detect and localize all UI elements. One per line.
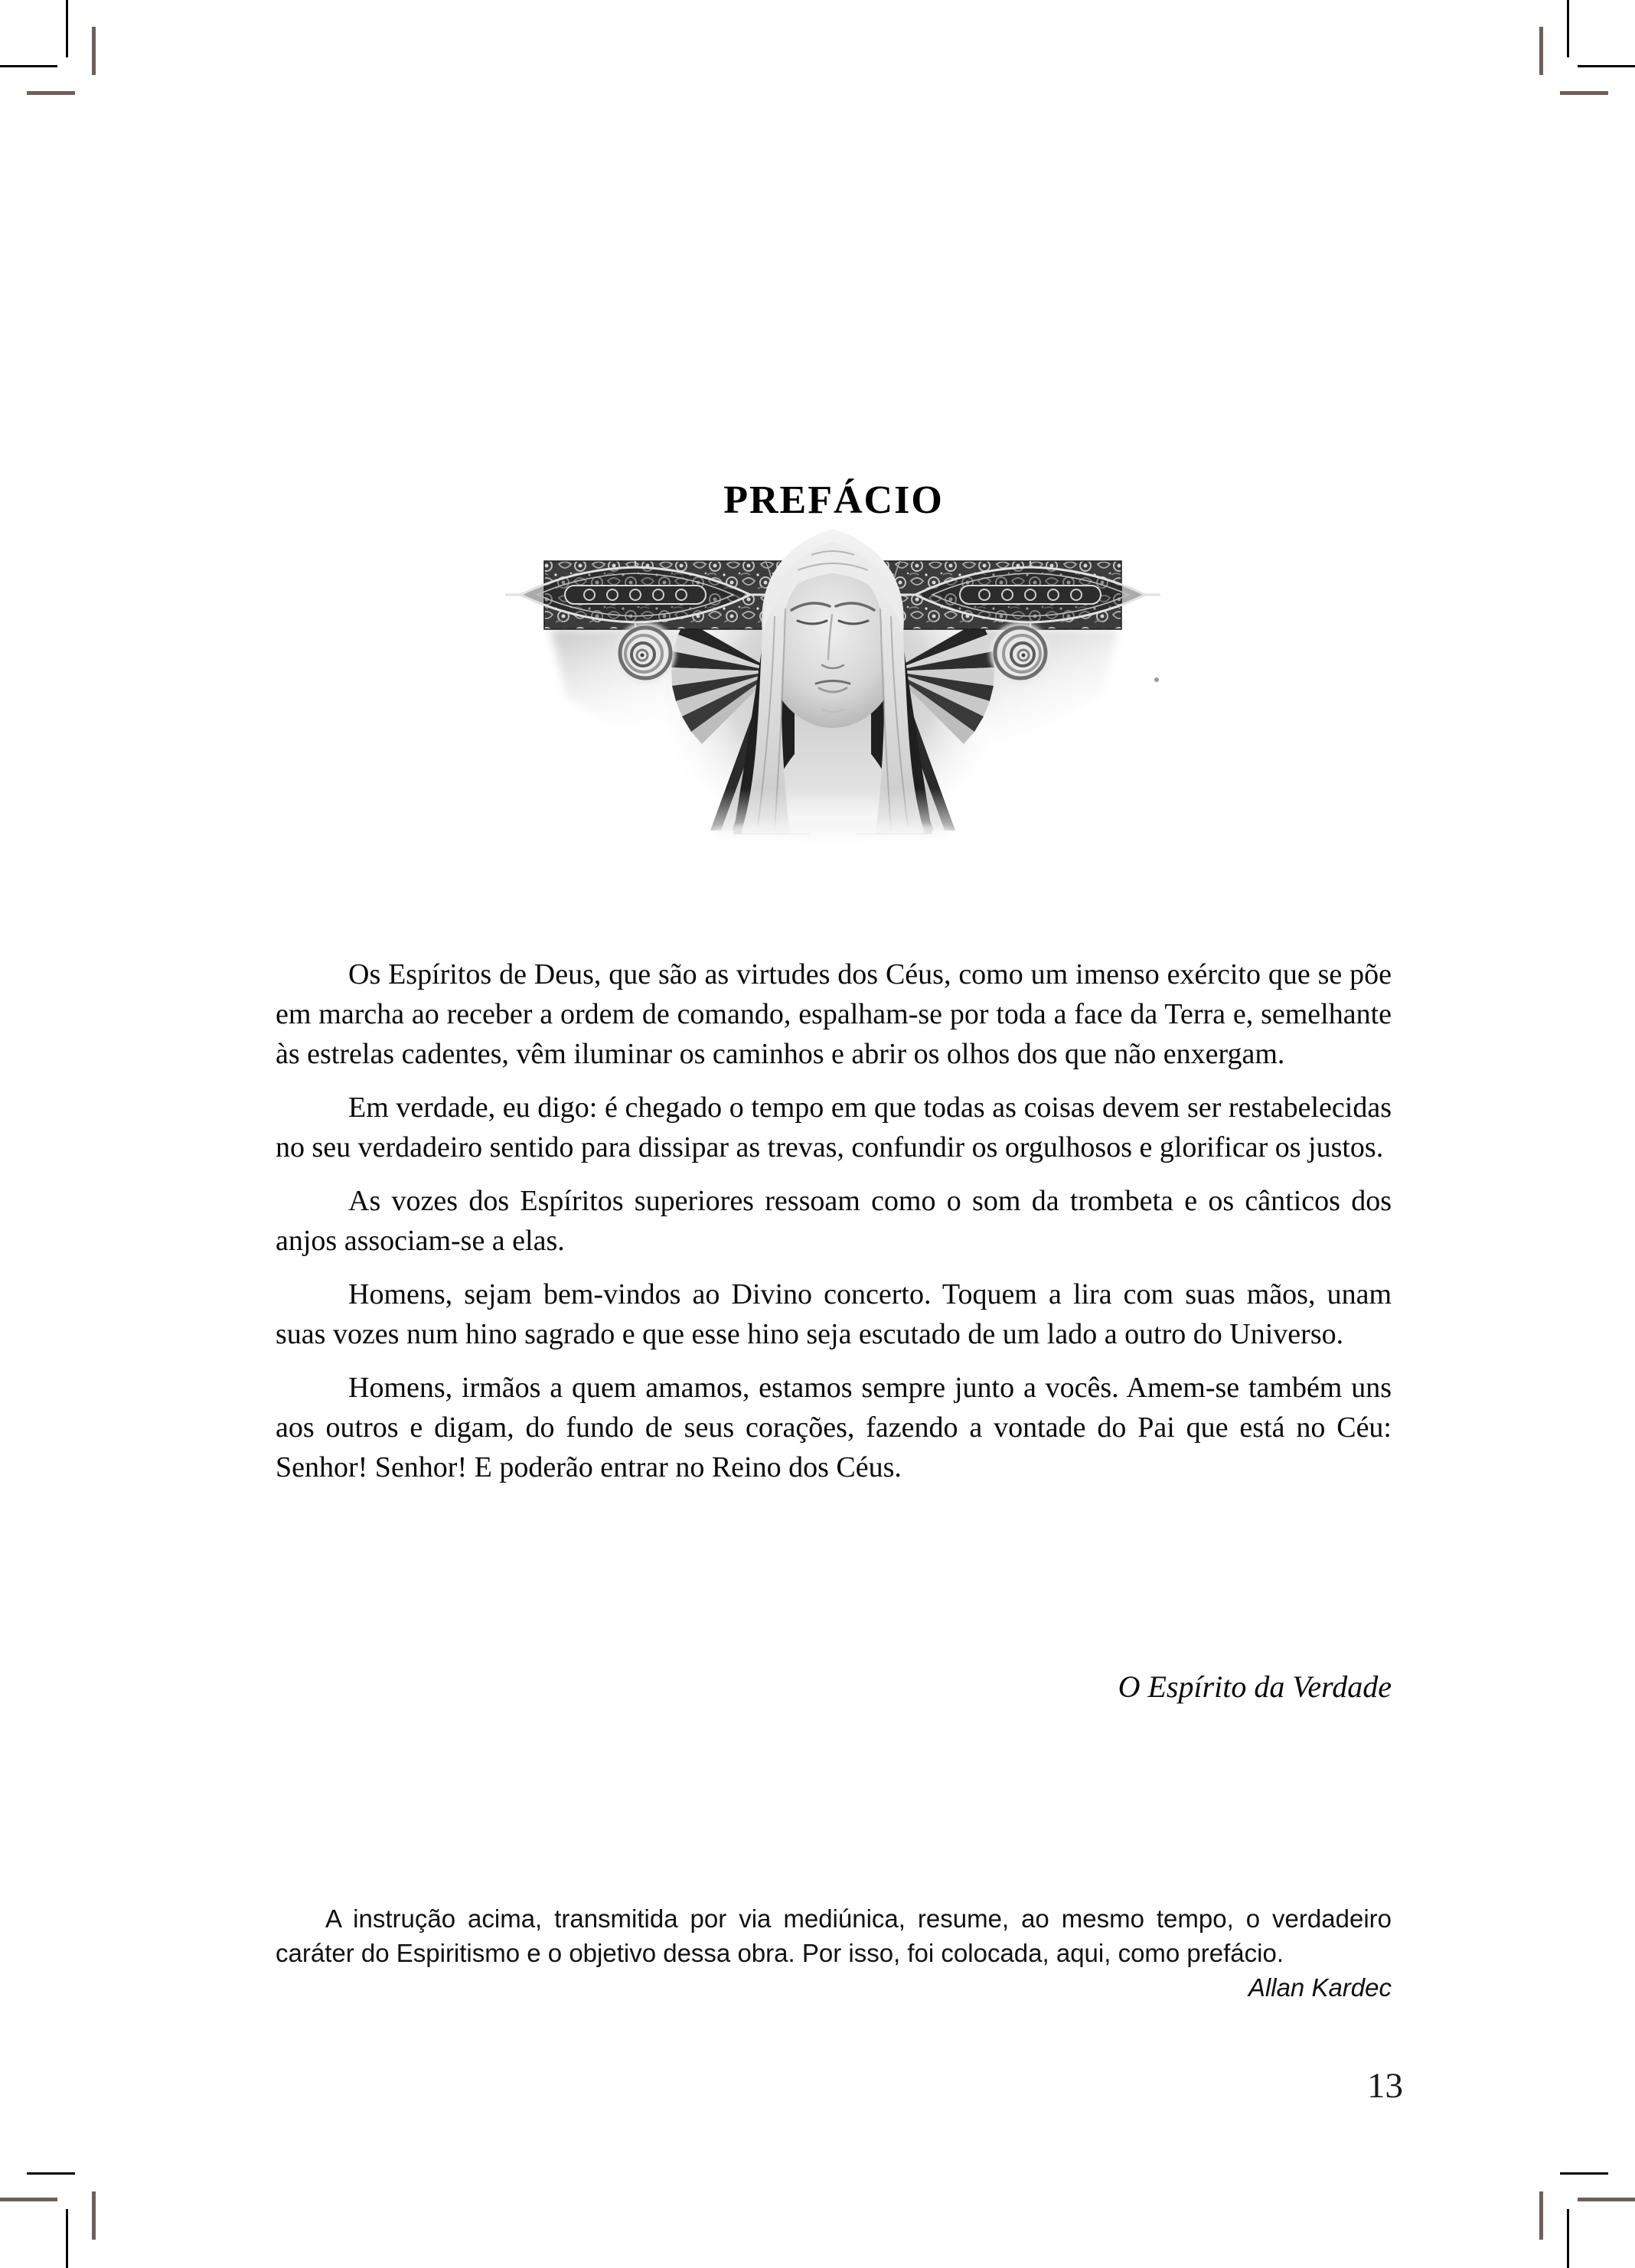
bust-fade — [689, 788, 980, 846]
ink-speck — [1154, 677, 1159, 682]
crop-mark-top-right-vertical-offset — [1539, 27, 1543, 75]
spirit-signature: O Espírito da Verdade — [1118, 1669, 1392, 1704]
crop-mark-bottom-left-vertical — [66, 2209, 68, 2268]
paragraph: As vozes dos Espíritos superiores ressoam como o som da trombeta e os cânticos dos anjos associam-se a elas. — [276, 1185, 1392, 1257]
crop-mark-bottom-right-vertical-offset — [1539, 2191, 1543, 2240]
crop-mark-top-left-vertical — [66, 0, 68, 57]
crop-mark-bottom-left-horizontal — [27, 2172, 75, 2175]
crop-mark-bottom-right-horizontal-offset — [1578, 2198, 1635, 2201]
preface-illustration — [505, 524, 1163, 846]
left-scroll-volute — [615, 622, 676, 684]
crop-mark-top-right-vertical — [1567, 0, 1569, 57]
footnote-author: Allan Kardec — [1248, 1973, 1392, 2002]
crop-mark-top-left-vertical-offset — [92, 27, 96, 75]
veiled-woman-ornament-graphic — [505, 524, 1163, 846]
preface-body — [276, 955, 1392, 1487]
crop-mark-top-right-horizontal — [1578, 65, 1635, 67]
crop-mark-top-left-horizontal-offset — [27, 91, 75, 95]
crop-mark-bottom-right-horizontal — [1560, 2172, 1608, 2175]
page-title: PREFÁCIO — [723, 478, 944, 522]
editor-footnote — [276, 1901, 1392, 2005]
footnote-text: A instrução acima, transmitida por via mediúnica, resume, ao mesmo tempo, o verdadeiro caráter do Espiritismo e o objetivo dessa obra. Por isso, foi colocada, aqui, como prefácio. — [276, 1904, 1392, 1967]
right-scroll-volute — [990, 622, 1051, 684]
crop-mark-bottom-left-vertical-offset — [92, 2191, 96, 2240]
crop-mark-top-left-horizontal — [0, 65, 57, 67]
paragraph: Em verdade, eu digo: é chegado o tempo em que todas as coisas devem ser restabelecidas no seu verdadeiro sentido para dissipar as trevas, confundir os orgulhosos e glorificar os justos. — [276, 1092, 1392, 1163]
paragraph: Os Espíritos de Deus, que são as virtudes dos Céus, como um imenso exército que se põe em marcha ao receber a ordem de comando, espalham-se por toda a face da Terra e, semelhante às estrelas cadentes, vêm iluminar os caminhos e abrir os olhos dos que não enxergam. — [276, 958, 1392, 1070]
crop-mark-top-right-horizontal-offset — [1560, 91, 1608, 95]
paragraph: Homens, sejam bem-vindos ao Divino concerto. Toquem a lira com suas mãos, unam suas vozes num hino sagrado e que esse hino seja escutado de um lado a outro do Universo. — [276, 1278, 1392, 1350]
crop-mark-bottom-left-horizontal-offset — [0, 2198, 57, 2201]
crop-mark-bottom-right-vertical — [1567, 2209, 1569, 2268]
paragraph: Homens, irmãos a quem amamos, estamos sempre junto a vocês. Amem-se também uns aos outros e digam, do fundo de seus corações, fazendo a vontade do Pai que está no Céu: Senhor! Senhor! E poderão entrar no Reino dos Céus. — [276, 1372, 1392, 1483]
page-number: 13 — [1367, 2066, 1403, 2106]
